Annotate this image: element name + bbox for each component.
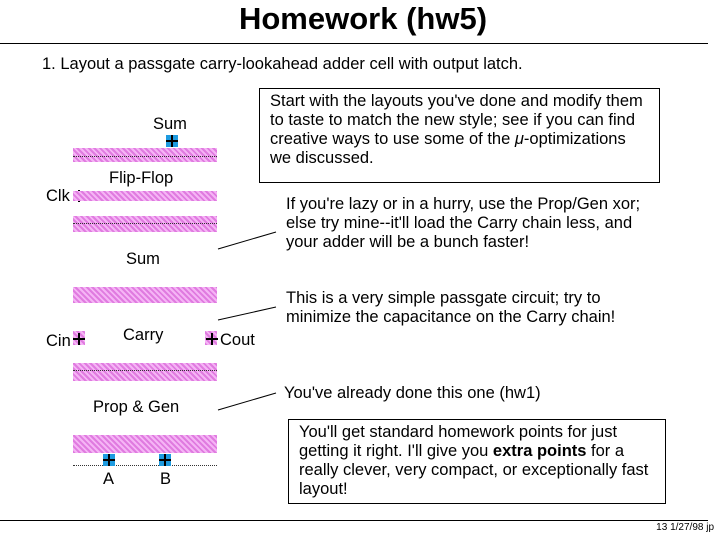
leader-line-hw1 xyxy=(218,393,276,410)
extra-points-emphasis: extra points xyxy=(492,442,587,460)
carry-label: Carry xyxy=(123,326,164,344)
start-note-text: Start with the layouts you've done and modify them to taste to match the new style; see if you can find creative ways to use some of the xyxy=(270,92,643,148)
page-title: Homework (hw5) xyxy=(238,1,488,36)
footer-rule xyxy=(0,520,708,521)
flipflop-label: Flip-Flop xyxy=(109,169,174,187)
points-note-box xyxy=(288,419,666,504)
b-input-label: B xyxy=(160,470,172,488)
sum-block-label: Sum xyxy=(126,250,160,268)
leader-line-xor xyxy=(218,232,276,249)
hw1-note: You've already done this one (hw1) xyxy=(284,384,541,402)
sum-output-label: Sum xyxy=(153,115,187,133)
start-note-box xyxy=(259,88,660,183)
points-note-text: You'll get standard homework points for just getting it right. I'll give you xyxy=(299,423,618,460)
clk-label: Clk xyxy=(46,187,70,205)
cout-label: Cout xyxy=(220,331,255,349)
mu-symbol: μ xyxy=(514,130,524,148)
xor-note: If you're lazy or in a hurry, use the Prop/Gen xor; else try mine--it'll load the Carry chain less, and your adder will be a bunch faster! xyxy=(286,195,641,251)
start-note-suffix: -optimizations we discussed. xyxy=(270,130,626,167)
propgen-label: Prop & Gen xyxy=(93,398,180,416)
points-note-suffix: for a really clever, very compact, or exceptionally fast layout! xyxy=(299,442,649,498)
footer-slide-info: 13 1/27/98 jp xyxy=(656,522,714,533)
passgate-note: This is a very simple passgate circuit; try to minimize the capacitance on the Carry chain! xyxy=(286,289,616,326)
task-statement: 1. Layout a passgate carry-lookahead adder cell with output latch. xyxy=(42,55,523,73)
a-input-label: A xyxy=(103,470,115,488)
cin-label: Cin xyxy=(46,332,71,350)
leader-line-passgate xyxy=(218,307,276,320)
